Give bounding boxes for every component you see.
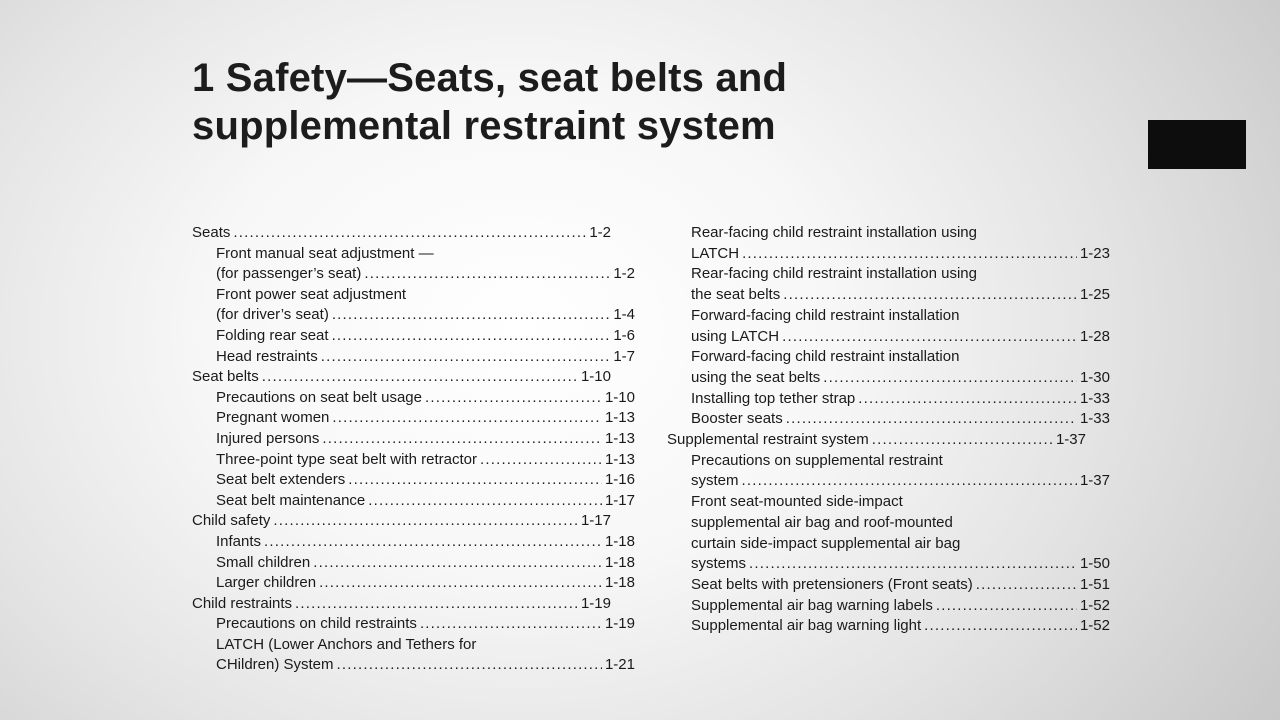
toc-entry-line bbox=[216, 347, 635, 368]
dot-leader bbox=[321, 347, 611, 368]
toc-entry-text: curtain side-impact supplemental air bag bbox=[691, 534, 961, 552]
toc-entry-installing-top-tether-strap[interactable] bbox=[667, 389, 1110, 410]
chapter-title bbox=[192, 54, 952, 150]
toc-entry-text: (for passenger’s seat) bbox=[216, 265, 362, 283]
toc-entry-text: Folding rear seat bbox=[216, 326, 329, 344]
toc-page-number: 1-16 bbox=[604, 471, 635, 489]
toc-entry-text: Booster seats bbox=[691, 410, 783, 428]
toc-entry-line bbox=[691, 471, 1110, 492]
toc-entry-head-restraints[interactable] bbox=[192, 347, 635, 368]
toc-entry-text: Larger children bbox=[216, 574, 317, 592]
toc-page-number: 1-37 bbox=[1079, 472, 1110, 490]
toc-entry-line bbox=[691, 554, 1110, 575]
toc-entry-text: Small children bbox=[216, 553, 311, 571]
toc-entry-text: Rear-facing child restraint installation using bbox=[691, 224, 977, 241]
toc-entry-text: Head restraints bbox=[216, 347, 318, 365]
toc-entry-line bbox=[691, 451, 1110, 472]
toc-page-number: 1-2 bbox=[589, 224, 611, 241]
toc-entry-text: Seat belts with pretensioners (Front seats) bbox=[691, 575, 973, 593]
toc-page-number: 1-30 bbox=[1079, 368, 1110, 386]
toc-entry-text: systems bbox=[691, 555, 747, 573]
dot-leader bbox=[348, 470, 602, 491]
toc-entry-text: Seat belt extenders bbox=[216, 471, 346, 489]
toc-entry-text: Supplemental air bag warning labels bbox=[691, 596, 933, 614]
toc-entry-text: Pregnant women bbox=[216, 409, 330, 427]
toc-entry-text: Injured persons bbox=[216, 429, 320, 447]
toc-entry-text: Supplemental restraint system bbox=[667, 431, 869, 449]
toc-entry-text: Seat belt maintenance bbox=[216, 491, 366, 509]
toc-entry-pregnant-women[interactable] bbox=[192, 408, 635, 429]
toc-page-number: 1-17 bbox=[580, 512, 611, 530]
toc-page-number: 1-23 bbox=[1079, 244, 1110, 262]
toc-entry-infants[interactable] bbox=[192, 532, 635, 553]
toc-entry-supplemental-restraint-system[interactable] bbox=[667, 430, 1086, 451]
dot-leader bbox=[749, 554, 1077, 575]
toc-entry-child-restraints[interactable] bbox=[192, 594, 611, 615]
toc-entry-using-the-seat-belts[interactable] bbox=[667, 347, 1110, 388]
dot-leader bbox=[924, 616, 1077, 637]
toc-right-column bbox=[667, 223, 1110, 637]
toc-page-number: 1-17 bbox=[604, 491, 635, 509]
toc-entry-using-latch[interactable] bbox=[667, 306, 1110, 347]
toc-entry-line bbox=[691, 575, 1110, 596]
toc-entry-line bbox=[691, 596, 1110, 617]
dot-leader bbox=[295, 594, 578, 615]
toc-entry-text: Seat belts bbox=[192, 368, 259, 386]
toc-entry-text: Infants bbox=[216, 532, 262, 550]
dot-leader bbox=[742, 471, 1077, 492]
toc-entry-line bbox=[691, 534, 1110, 555]
dot-leader bbox=[936, 596, 1077, 617]
dot-leader bbox=[264, 532, 602, 553]
toc-entry-for-driver-s-seat[interactable] bbox=[192, 285, 635, 326]
toc-entry-three-point-type-seat-belt-with-retractor[interactable] bbox=[192, 450, 635, 471]
toc-entry-text: Seats bbox=[192, 224, 231, 241]
toc-entry-line bbox=[216, 450, 635, 471]
toc-entry-line bbox=[691, 409, 1110, 430]
toc-entry-line bbox=[216, 285, 635, 306]
toc-entry-larger-children[interactable] bbox=[192, 573, 635, 594]
toc-entry-folding-rear-seat[interactable] bbox=[192, 326, 635, 347]
toc-page-number: 1-2 bbox=[613, 265, 635, 283]
toc-page-number: 1-28 bbox=[1079, 327, 1110, 345]
dot-leader bbox=[364, 264, 610, 285]
toc-entry-text: system bbox=[691, 472, 739, 490]
toc-entry-line bbox=[691, 513, 1110, 534]
toc-entry-text: supplemental air bag and roof-mounted bbox=[691, 513, 953, 531]
toc-entry-text: Forward-facing child restraint installation bbox=[691, 348, 960, 366]
toc-page-number: 1-18 bbox=[604, 574, 635, 592]
dot-leader bbox=[420, 614, 602, 635]
toc-entry-seat-belts-with-pretensioners-front-seats[interactable] bbox=[667, 575, 1110, 596]
toc-entry-text: using LATCH bbox=[691, 327, 780, 345]
toc-entry-text: Front seat-mounted side-impact bbox=[691, 493, 903, 511]
toc-page-number: 1-25 bbox=[1079, 286, 1110, 304]
toc-entry-systems[interactable] bbox=[667, 492, 1110, 575]
toc-entry-line bbox=[216, 388, 635, 409]
toc-entry-line bbox=[216, 635, 635, 656]
chapter-title-line-1: 1 Safety—Seats, seat belts and bbox=[192, 56, 788, 100]
toc-entry-line bbox=[691, 285, 1110, 306]
dot-leader bbox=[262, 367, 578, 388]
toc-entry-text: Precautions on supplemental restraint bbox=[691, 451, 943, 469]
toc-entry-line bbox=[216, 532, 635, 553]
toc-entry-system[interactable] bbox=[667, 451, 1110, 492]
dot-leader bbox=[742, 244, 1077, 265]
toc-entry-line bbox=[192, 594, 611, 615]
toc-entry-line bbox=[192, 223, 611, 244]
toc-entry-supplemental-air-bag-warning-light[interactable] bbox=[667, 616, 1110, 637]
toc-page-number: 1-19 bbox=[580, 594, 611, 612]
toc-entry-line bbox=[216, 655, 635, 676]
toc-entry-text: Front manual seat adjustment — bbox=[216, 244, 434, 262]
toc-entry-text: Precautions on child restraints bbox=[216, 615, 417, 633]
toc-page-number: 1-7 bbox=[613, 347, 635, 365]
toc-entry-line bbox=[192, 511, 611, 532]
toc-entry-line bbox=[216, 408, 635, 429]
toc-entry-line bbox=[691, 492, 1110, 513]
toc-entry-line bbox=[691, 264, 1110, 285]
toc-entry-seat-belt-extenders[interactable] bbox=[192, 470, 635, 491]
dot-leader bbox=[425, 388, 602, 409]
toc-entry-line bbox=[216, 305, 635, 326]
toc-entry-precautions-on-child-restraints[interactable] bbox=[192, 614, 635, 635]
dot-leader bbox=[337, 655, 602, 676]
dot-leader bbox=[782, 327, 1077, 348]
toc-entry-precautions-on-seat-belt-usage[interactable] bbox=[192, 388, 635, 409]
toc-entry-line bbox=[216, 573, 635, 594]
toc-entry-line bbox=[216, 553, 635, 574]
toc-entry-seats[interactable] bbox=[192, 223, 611, 244]
toc-entry-line bbox=[216, 470, 635, 491]
toc-left-column bbox=[192, 223, 635, 676]
dot-leader bbox=[976, 575, 1077, 596]
toc-page-number: 1-13 bbox=[604, 450, 635, 468]
toc-page-number: 1-13 bbox=[604, 429, 635, 447]
dot-leader bbox=[273, 511, 578, 532]
toc-page-number: 1-18 bbox=[604, 532, 635, 550]
toc-entry-booster-seats[interactable] bbox=[667, 409, 1110, 430]
toc-entry-seat-belts[interactable] bbox=[192, 367, 611, 388]
toc-entry-line bbox=[691, 368, 1110, 389]
dot-leader bbox=[368, 491, 602, 512]
dot-leader bbox=[872, 430, 1053, 451]
toc-entry-text: Precautions on seat belt usage bbox=[216, 388, 422, 406]
toc-entry-line bbox=[216, 429, 635, 450]
toc-page-number: 1-18 bbox=[604, 553, 635, 571]
toc-entry-text: Installing top tether strap bbox=[691, 389, 856, 407]
toc-entry-line bbox=[216, 491, 635, 512]
toc-page-number: 1-50 bbox=[1079, 555, 1110, 573]
toc-entry-seat-belt-maintenance[interactable] bbox=[192, 491, 635, 512]
toc-page-number: 1-13 bbox=[604, 409, 635, 427]
toc-entry-text: Child safety bbox=[192, 512, 271, 530]
toc-entry-text: Three-point type seat belt with retractor bbox=[216, 450, 477, 468]
toc-page-number: 1-52 bbox=[1079, 617, 1110, 635]
toc-entry-text: using the seat belts bbox=[691, 368, 821, 386]
toc-entry-text: LATCH bbox=[691, 244, 740, 262]
toc-entry-line bbox=[216, 326, 635, 347]
toc-page-number: 1-51 bbox=[1079, 575, 1110, 593]
toc-entry-child-safety[interactable] bbox=[192, 511, 611, 532]
dot-leader bbox=[313, 553, 602, 574]
toc-page-number: 1-4 bbox=[613, 306, 635, 324]
dot-leader bbox=[322, 429, 602, 450]
toc-entry-text: Rear-facing child restraint installation using bbox=[691, 265, 977, 283]
toc-entry-line bbox=[667, 430, 1086, 451]
toc-page-number: 1-10 bbox=[580, 368, 611, 386]
toc-entry-text: Forward-facing child restraint installation bbox=[691, 306, 960, 324]
toc-page-number: 1-21 bbox=[604, 656, 635, 674]
toc-entry-text: CHildren) System bbox=[216, 656, 334, 674]
chapter-tab-marker bbox=[1148, 120, 1246, 169]
toc-entry-line bbox=[192, 367, 611, 388]
dot-leader bbox=[332, 408, 602, 429]
toc-entry-line bbox=[216, 614, 635, 635]
toc-entry-children-system[interactable] bbox=[192, 635, 635, 676]
dot-leader bbox=[233, 223, 586, 244]
dot-leader bbox=[480, 450, 602, 471]
toc-entry-line bbox=[691, 347, 1110, 368]
dot-leader bbox=[783, 285, 1077, 306]
toc-page-number: 1-33 bbox=[1079, 410, 1110, 428]
toc-entry-line bbox=[691, 327, 1110, 348]
toc-page-number: 1-52 bbox=[1079, 596, 1110, 614]
toc-entry-text: (for driver’s seat) bbox=[216, 306, 329, 324]
dot-leader bbox=[858, 389, 1077, 410]
dot-leader bbox=[332, 305, 611, 326]
toc-entry-text: the seat belts bbox=[691, 286, 781, 304]
toc-page-number: 1-10 bbox=[604, 388, 635, 406]
dot-leader bbox=[823, 368, 1077, 389]
toc-entry-line bbox=[691, 389, 1110, 410]
toc-entry-text: LATCH (Lower Anchors and Tethers for bbox=[216, 635, 477, 653]
toc-entry-injured-persons[interactable] bbox=[192, 429, 635, 450]
toc-entry-small-children[interactable] bbox=[192, 553, 635, 574]
toc-page-number: 1-6 bbox=[613, 326, 635, 344]
toc-entry-line bbox=[691, 223, 1110, 244]
dot-leader bbox=[786, 409, 1077, 430]
toc-entry-latch[interactable] bbox=[667, 223, 1110, 264]
toc-entry-for-passenger-s-seat[interactable] bbox=[192, 244, 635, 285]
chapter-title-line-2: supplemental restraint system bbox=[192, 104, 776, 148]
toc-entry-line bbox=[691, 616, 1110, 637]
dot-leader bbox=[332, 326, 611, 347]
toc-entry-line bbox=[216, 264, 635, 285]
toc-entry-line bbox=[691, 244, 1110, 265]
toc-page-number: 1-33 bbox=[1079, 389, 1110, 407]
toc-entry-text: Supplemental air bag warning light bbox=[691, 617, 922, 635]
toc-entry-the-seat-belts[interactable] bbox=[667, 264, 1110, 305]
toc-entry-text: Child restraints bbox=[192, 594, 293, 612]
toc-entry-supplemental-air-bag-warning-labels[interactable] bbox=[667, 596, 1110, 617]
toc-page-number: 1-19 bbox=[604, 615, 635, 633]
dot-leader bbox=[319, 573, 602, 594]
toc-entry-line bbox=[216, 244, 635, 265]
toc-entry-text: Front power seat adjustment bbox=[216, 285, 407, 303]
toc-page-number: 1-37 bbox=[1055, 431, 1086, 449]
toc-entry-line bbox=[691, 306, 1110, 327]
